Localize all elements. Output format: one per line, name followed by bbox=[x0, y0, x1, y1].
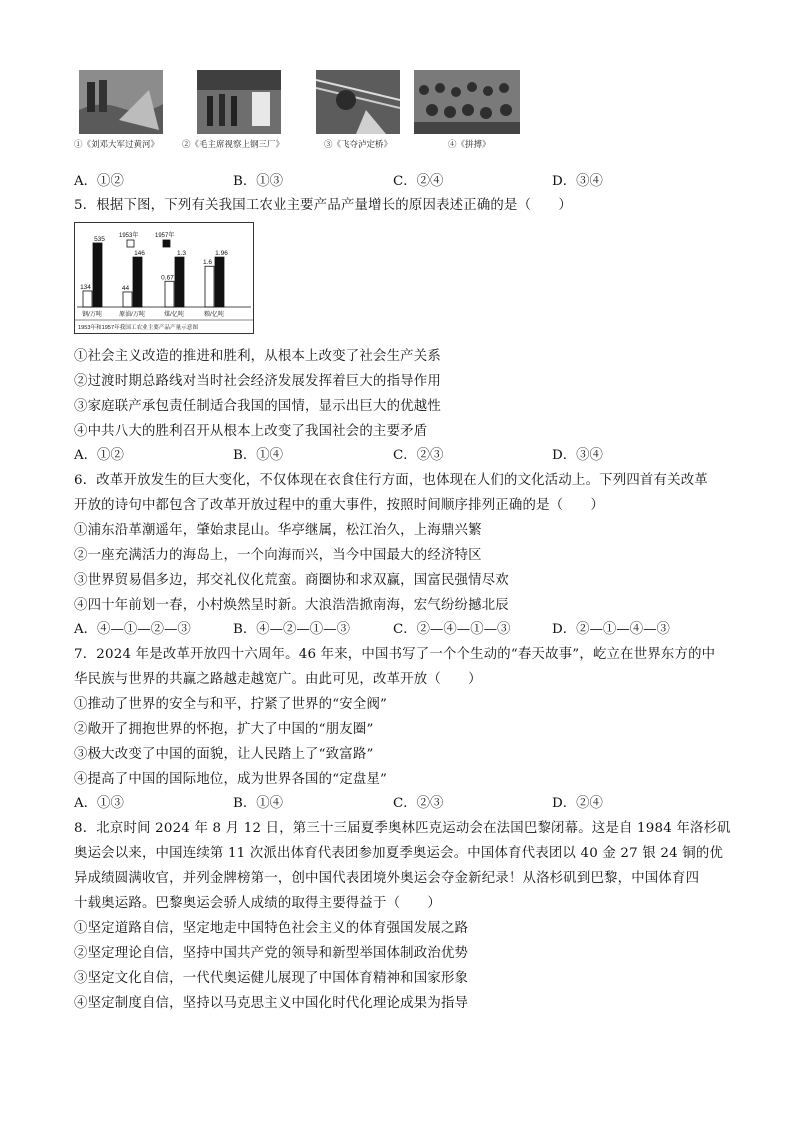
q8-stem-line-3: 异成绩圆满收官，并列金牌榜第一，创中国代表团境外奥运会夺金新纪录！从洛杉矶到巴黎，中国体育四 bbox=[74, 871, 700, 886]
q5-item-3: ③家庭联产承包责任制适合我国的国情，显示出巨大的优越性 bbox=[74, 399, 441, 414]
bar-0-1 bbox=[93, 243, 102, 307]
photo-2 bbox=[197, 70, 281, 134]
q8-item-2: ②坚定理论自信，坚持中国共产党的领导和新型举国体制政治优势 bbox=[74, 946, 469, 961]
category-label-2: 煤/亿吨 bbox=[164, 312, 184, 318]
caption-4: ④《拼搏》 bbox=[448, 140, 491, 150]
legend-label-1: 1957年 bbox=[155, 233, 175, 239]
q8-item-1: ①坚定道路自信，坚定地走中国特色社会主义的体育强国发展之路 bbox=[74, 921, 469, 936]
caption-1: ①《刘邓大军过黄河》 bbox=[74, 140, 160, 150]
q6-option-d: D．②—①—④—③ bbox=[552, 622, 670, 637]
q6-option-a: A．④—①—②—③ bbox=[74, 622, 191, 637]
value-label-3-0: 1.6 bbox=[202, 259, 213, 267]
value-label-2-1: 1.3 bbox=[176, 250, 187, 258]
bar-2-1 bbox=[175, 257, 184, 307]
q7-item-3: ③极大改变了中国的面貌，让人民踏上了“致富路” bbox=[74, 747, 374, 762]
category-label-1: 原油/万吨 bbox=[119, 312, 145, 318]
production-chart-svg bbox=[75, 223, 253, 333]
q4-option-a: A．①② bbox=[74, 174, 124, 189]
legend-label-0: 1953年 bbox=[119, 233, 139, 239]
q7-option-d: D．②④ bbox=[552, 796, 603, 811]
caption-3: ③《飞夺泸定桥》 bbox=[324, 140, 393, 150]
photo-3 bbox=[316, 70, 400, 134]
q6-stem-line-2: 开放的诗句中都包含了改革开放过程中的重大事件，按照时间顺序排列正确的是（ ） bbox=[74, 498, 605, 513]
bar-3-0 bbox=[205, 266, 214, 307]
photo-1 bbox=[79, 70, 163, 134]
q5-option-d: D．③④ bbox=[552, 448, 603, 463]
q7-option-b: B．①④ bbox=[233, 796, 284, 811]
value-label-0-0: 134 bbox=[80, 283, 91, 291]
q4-option-d: D．③④ bbox=[552, 174, 603, 189]
q6-item-1: ①浦东沿革潮遥年，肇始隶昆山。华亭继属，松江治久，上海鼎兴繁 bbox=[74, 523, 482, 538]
q6-option-c: C．②—④—①—③ bbox=[393, 622, 511, 637]
q5-option-c: C．②③ bbox=[393, 448, 444, 463]
bar-1-1 bbox=[133, 257, 142, 307]
value-label-3-1: 1.96 bbox=[215, 250, 228, 258]
q7-item-1: ①推动了世界的安全与和平，拧紧了世界的“安全阀” bbox=[74, 697, 388, 712]
q7-item-4: ④提高了中国的国际地位，成为世界各国的“定盘星” bbox=[74, 772, 388, 787]
q7-option-c: C．②③ bbox=[393, 796, 444, 811]
value-label-2-0: 0.67 bbox=[161, 274, 174, 282]
bar-1-0 bbox=[123, 292, 132, 307]
q5-item-2: ②过渡时期总路线对当时社会经济发展发挥着巨大的指导作用 bbox=[74, 374, 441, 389]
q8-stem-line-1: 8．北京时间 2024 年 8 月 12 日，第三十三届夏季奥林匹克运动会在法国巴黎闭幕。这是自 1984 年洛杉矶 bbox=[74, 821, 731, 836]
photo-steel-plant bbox=[197, 70, 281, 134]
photo-crowd bbox=[414, 70, 520, 134]
q6-item-4: ④四十年前划一春，小村焕然呈时新。大浪浩浩掀南海，宏气纷纷撼北辰 bbox=[74, 598, 509, 613]
caption-2: ②《毛主席视察上钢三厂》 bbox=[182, 140, 285, 150]
bar-2-0 bbox=[165, 281, 174, 307]
q5-stem: 5．根据下图，下列有关我国工农业主要产品产量增长的原因表述正确的是（ ） bbox=[74, 198, 572, 213]
production-chart bbox=[74, 222, 254, 334]
q5-option-a: A．①② bbox=[74, 448, 124, 463]
q5-item-4: ④中共八大的胜利召开从根本上改变了我国社会的主要矛盾 bbox=[74, 424, 428, 439]
photo-4 bbox=[414, 70, 520, 134]
photo-luding-bridge bbox=[316, 70, 400, 134]
q8-item-4: ④坚定制度自信，坚持以马克思主义中国化时代化理论成果为指导 bbox=[74, 996, 469, 1011]
q6-item-2: ②一座充满活力的海岛上，一个向海而兴，当今中国最大的经济特区 bbox=[74, 548, 482, 563]
q6-item-3: ③世界贸易倡多边，邦交礼仪化荒蛮。商圈协和求双赢，国富民强情尽欢 bbox=[74, 573, 509, 588]
q7-option-a: A．①③ bbox=[74, 796, 124, 811]
value-label-1-0: 44 bbox=[121, 284, 130, 292]
q6-stem-line-1: 6．改革开放发生的巨大变化，不仅体现在衣食住行方面，也体现在人们的文化活动上。下列四首有关改革 bbox=[74, 473, 708, 488]
value-label-0-1: 535 bbox=[94, 236, 105, 243]
q8-stem-line-4: 十载奥运路。巴黎奥运会骄人成绩的取得主要得益于（ ） bbox=[74, 896, 441, 911]
q8-item-3: ③坚定文化自信，一代代奥运健儿展现了中国体育精神和国家形象 bbox=[74, 971, 469, 986]
q4-option-b: B．①③ bbox=[233, 174, 284, 189]
photo-crossing-river bbox=[79, 70, 163, 134]
q7-stem-line-1: 7．2024 年是改革开放四十六周年。46 年来，中国书写了一个个生动的“春天故事”，屹立在世界东方的中 bbox=[74, 647, 716, 662]
q6-option-b: B．④—②—①—③ bbox=[233, 622, 350, 637]
q8-stem-line-2: 奥运会以来，中国连续第 11 次派出体育代表团参加夏季奥运会。中国体育代表团以 40 金 27 银 24 铜的优 bbox=[74, 846, 724, 861]
chart-title: 1953年和1957年我国工农业主要产品产量示意图 bbox=[78, 325, 198, 331]
q7-stem-line-2: 华民族与世界的共赢之路越走越宽广。由此可见，改革开放（ ） bbox=[74, 672, 482, 687]
legend-swatch-0 bbox=[127, 240, 134, 247]
q7-item-2: ②敞开了拥抱世界的怀抱，扩大了中国的“朋友圈” bbox=[74, 722, 374, 737]
q4-option-c: C．②④ bbox=[393, 174, 444, 189]
q5-option-b: B．①④ bbox=[233, 448, 284, 463]
value-label-1-1: 146 bbox=[134, 250, 145, 258]
legend-swatch-1 bbox=[163, 240, 170, 247]
bar-0-0 bbox=[83, 291, 92, 307]
category-label-0: 钢/万吨 bbox=[82, 312, 102, 318]
bar-3-1 bbox=[215, 257, 224, 307]
category-label-3: 粮/亿吨 bbox=[204, 312, 224, 318]
q5-item-1: ①社会主义改造的推进和胜利，从根本上改变了社会生产关系 bbox=[74, 349, 441, 364]
